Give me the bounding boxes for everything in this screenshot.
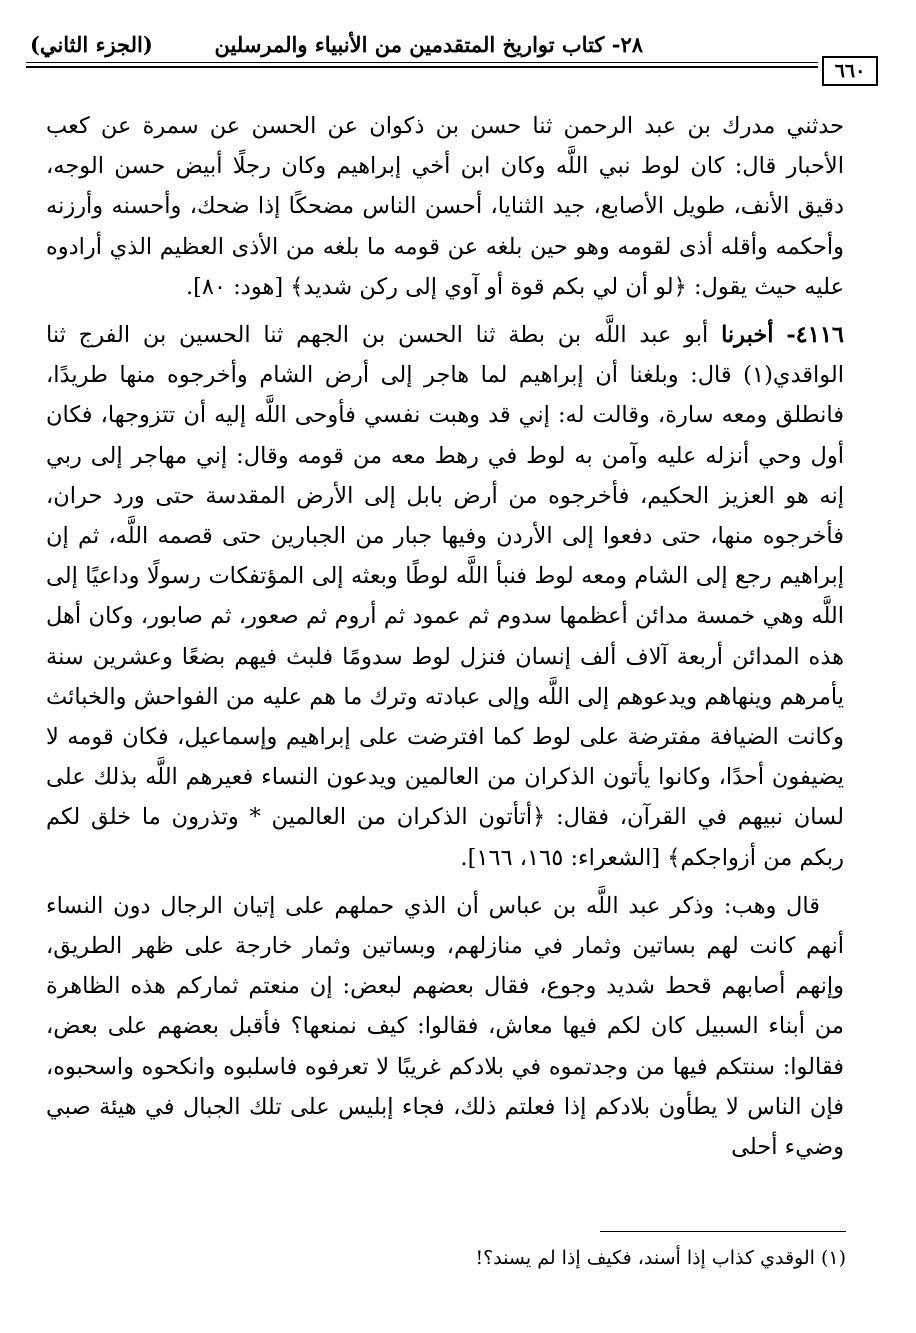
main-text <box>46 106 844 1167</box>
paragraph-text: حدثني مدرك بن عبد الرحمن ثنا حسن بن ذكوان عن الحسن عن سمرة عن كعب الأحبار قال: كان لوط نبي اللَّه وكان ابن أخي إبراهيم وكان رجلًا أبيض حسن الوجه، دقيق الأنف، طويل الأصابع، جيد الثنايا، أحسن الناس مضحكًا إذا ضحك، وأحسنه وأرزنه وأحكمه وأقله أذى لقومه وهو حين بلغه عن قومه ما بلغه من الأذى العظيم الذي أرادوه عليه حيث يقول: ﴿لو أن لي بكم قوة أو آوي إلى ركن شديد﴾ [هود: ٨٠]. <box>46 113 844 300</box>
footnote-divider <box>600 1231 846 1232</box>
narration-lead: أخبرنا <box>721 322 774 349</box>
header-rule-thick <box>26 66 818 68</box>
header-rule <box>26 62 818 63</box>
paragraph-text: أبو عبد اللَّه بن بطة ثنا الحسن بن الجهم ثنا الحسين بن الفرج ثنا الواقدي(١) قال: وبلغنا أن إبراهيم لما هاجر إلى أرض الشام وأخرجوه منها طريدًا، فانطلق ومعه سارة، وقالت له: إني قد وهبت نفسي فأوحى اللَّه إليه أن تتزوجها، فكان أول وحي أنزله عليه وآمن به لوط في رهط معه من قومه وقال: إني مهاجر إلى ربي إنه هو العزيز الحكيم، فأخرجوه من أرض بابل إلى الأرض المقدسة حتى ورد حران، فأخرجوه منها، حتى دفعوا إلى الأردن وفيها جبار من الجبارين حتى قصمه اللَّه، ثم إن إبراهيم رجع إلى الشام ومعه لوط فنبأ اللَّه لوطًا وبعثه إلى المؤتفكات رسولًا وداعيًا إلى اللَّه وهي خمسة مدائن أعظمها سدوم ثم عمود ثم أروم ثم صعور، ثم صابور، وكان أهل هذه المدائن أربعة آلاف ألف إنسان فنزل لوط سدومًا فلبث فيهم بضعًا وعشرين سنة يأمرهم وينهاهم ويدعوهم إلى اللَّه وإلى عبادته وترك ما هم عليه من الفواحش والخبائث وكانت الضيافة مفترضة على لوط كما افترضت على إبراهيم وإسماعيل، فكان قومه لا يضيفون أحدًا، وكانوا يأتون الذكران من العالمين ويدعون النساء فعيرهم اللَّه بذلك على لسان نبيهم في القرآن، فقال: ﴿أتأتون الذكران من العالمين * وتذرون ما خلق لكم ربكم من أزواجكم﴾ [الشعراء: ١٦٥، ١٦٦]. <box>46 322 844 871</box>
paragraph <box>46 886 844 1167</box>
chapter-title: ٢٨- كتاب تواريخ المتقدمين من الأنبياء والمرسلين <box>214 32 643 57</box>
paragraph-text: قال وهب: وذكر عبد اللَّه بن عباس أن الذي حملهم على إتيان الرجال دون النساء أنهم كانت لهم بساتين وثمار في منازلهم، وبساتين وثمار خارجة على ظهر الطريق، وإنهم أصابهم قحط شديد وجوع، فقال بعضهم لبعض: إن منعتم ثماركم هذه الظاهرة من أبناء السبيل كان لكم فيها معاش، فقالوا: كيف نمنعها؟ فأقبل بعضهم على بعض، فقالوا: سنتكم فيها من وجدتموه في بلادكم غريبًا لا تعرفوه فاسلبوه وانكحوه واسحبوه، فإن الناس لا يطأون بلادكم إذا فعلتم ذلك، فجاء إبليس على تلك الجبال في هيئة صبي وضيء أحلى <box>46 892 844 1161</box>
volume-label: (الجزء الثاني) <box>30 32 153 57</box>
paragraph-numbered <box>46 315 844 878</box>
page-number: ٦٦٠ <box>822 56 878 86</box>
paragraph <box>46 106 844 307</box>
footnote: (١) الوقدي كذاب إذا أسند، فكيف إذا لم يسند؟! <box>475 1247 846 1269</box>
page-header <box>26 24 878 80</box>
hadith-number: ٤١١٦- <box>786 322 845 349</box>
